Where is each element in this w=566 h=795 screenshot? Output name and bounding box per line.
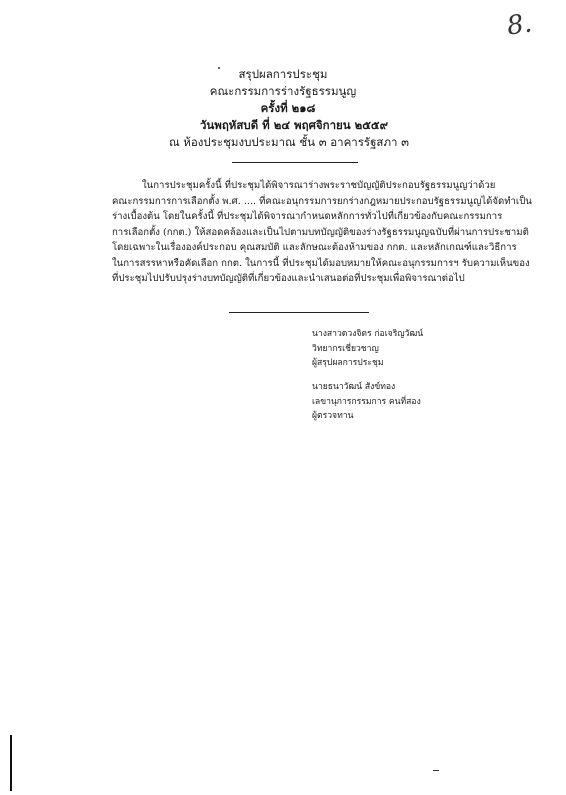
signatory-position: วิทยากรเชี่ยวชาญ: [312, 343, 379, 354]
signatory-role: ผู้ตรวจทาน: [312, 411, 354, 421]
scan-margin-line: [10, 735, 12, 791]
body-line: การเลือกตั้ง (กกต.) ให้สอดคล้องและเป็นไปตามบทบัญญัติของร่างรัฐธรรมนูญฉบับที่ผ่านการประชามติ: [112, 226, 529, 238]
signatory-position: เลขานุการกรรมการ คนที่สอง: [312, 396, 421, 407]
header-committee: คณะกรรมการร่างรัฐธรรมนูญ: [209, 84, 357, 98]
body-line: โดยเฉพาะในเรื่ององค์ประกอบ คุณสมบัติ และลักษณะต้องห้ามของ กกต. และหลักเกณฑ์และวิธีการ: [112, 242, 517, 253]
body-line: ร่างเบื้องต้น โดยในครั้งนี้ ที่ประชุมได้พิจารณากำหนดหลักการทั่วไปที่เกี่ยวข้องกับคณะกรรมการ: [112, 211, 503, 222]
summary-body: [112, 178, 532, 287]
signatory-role: ผู้สรุปผลการประชุม: [312, 358, 384, 368]
meeting-header: [0, 66, 566, 151]
body-line: ในการสรรหาหรือคัดเลือก กกต. ในการนี้ ที่ประชุมได้มอบหมายให้คณะอนุกรรมการฯ รับความเห็นของ: [112, 257, 530, 269]
body-divider: [229, 312, 369, 313]
body-line: ที่ประชุมไปปรับปรุงร่างบทบัญญัติที่เกี่ยวข้องและนำเสนอต่อที่ประชุมเพื่อพิจารณาต่อไป: [112, 273, 465, 284]
header-date: วันพฤหัสบดี ที่ ๒๔ พฤศจิกายน ๒๕๕๙: [199, 118, 389, 132]
header-divider: [232, 162, 358, 163]
body-line: ในการประชุมครั้งนี้ ที่ประชุมได้พิจารณาร่างพระราชบัญญัติประกอบรัฐธรรมนูญว่าด้วย: [142, 180, 496, 191]
signatory-name: นางสาวดวงจิตร ก่อเจริญวัฒน์: [312, 329, 424, 339]
header-session: ครั้งที่ ๒๑๘: [260, 101, 316, 115]
handwritten-page-number: 8.: [505, 8, 534, 42]
signature-block-reviewer: [312, 380, 421, 424]
header-venue: ณ ห้องประชุมงบประมาณ ชั้น ๓ อาคารรัฐสภา ๓: [168, 135, 410, 149]
signature-block-summarizer: [312, 327, 423, 371]
body-line: คณะกรรมการการเลือกตั้ง พ.ศ. .... ที่คณะอนุกรรมการยกร่างกฎหมายประกอบรัฐธรรมนูญได้จัดทำเป็น: [112, 195, 532, 207]
header-title: สรุปผลการประชุม: [238, 67, 328, 81]
scan-mark: [433, 770, 439, 771]
signatory-name: นายธนาวัฒน์ สังข์ทอง: [312, 382, 396, 392]
